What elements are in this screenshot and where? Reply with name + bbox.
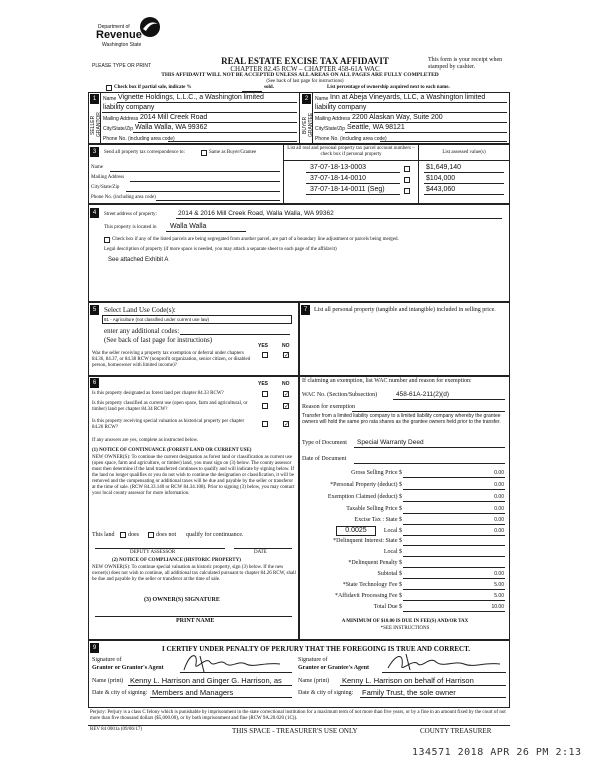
parcel-number: 37-07-18-14-0011 (Seg) — [310, 186, 385, 193]
section-7-badge: 7 — [301, 305, 310, 315]
buyer-phone-label: Phone No. (including area code) — [315, 136, 387, 142]
land-use-label: Select Land Use Code(s): — [104, 306, 176, 314]
grantee-sig-label: Grantee or Grantee's Agent — [298, 665, 370, 671]
doc-type: Special Warranty Deed — [357, 439, 424, 446]
street-address: 2014 & 2016 Mill Creek Road, Walla Walla, WA 99362 — [178, 210, 334, 217]
located-county: Walla Walla — [170, 223, 207, 230]
calc-label: Gross Selling Price $ — [351, 470, 402, 476]
street-label: Street address of property: — [104, 212, 157, 217]
seller-addr-label: Mailing Address — [103, 116, 139, 122]
calc-value: 0.00 — [494, 571, 504, 577]
form-revision: REV 84 0001a (09/06/17) — [90, 727, 142, 732]
parcel-value: $443,060 — [426, 186, 456, 193]
calc-label: Exemption Claimed (deduct) $ — [327, 494, 402, 500]
seller-phone-label: Phone No. (including area code) — [103, 136, 175, 142]
does-label: does — [128, 532, 139, 538]
exemption-claim-label: If claiming an exemption, list WAC number and reason for exemption: — [302, 378, 472, 384]
land-use-see-back: (See back of last page for instructions) — [104, 336, 213, 344]
grantor-date-city: Members and Managers — [152, 688, 234, 697]
forest-yes-checkbox[interactable] — [262, 391, 268, 397]
this-land-label: This land — [92, 532, 115, 538]
segregated-text: Check box if any of the listed parcels are being segregated from another parcel, are part of a boundary line adjustment or parcels being merged. — [112, 237, 399, 242]
buyer-addr: 2200 Alaskan Way, Suite 200 — [352, 114, 443, 121]
grantor-name-label: Name (print) — [92, 678, 124, 684]
calc-value: 0.00 — [494, 517, 504, 523]
corr-name-label: Name — [91, 165, 103, 170]
section-9-badge: 9 — [90, 643, 99, 653]
form-chapter: CHAPTER 82.45 RCW – CHAPTER 458-61A WAC — [230, 65, 380, 73]
local-value: 0.00 — [494, 528, 504, 534]
legal-description: See attached Exhibit A — [108, 257, 169, 263]
dor-line2: Revenue — [96, 29, 142, 41]
wac-number: 458-61A-211(2)(d) — [396, 391, 449, 398]
partial-sale-label: Check box if partial sale, indicate % — [114, 85, 192, 90]
notice1-text: NEW OWNER(S): To continue the current designation as forest land or classification as current use (open space, farm and agriculture, or timber) land, you must sign on (3) below. The county assessor must then determine if the land transferred continues to qualify and will indicate by signing below. If the land no longer qualifies or you do not wish to continue the designation or classification, it will be removed and the compensating or additional taxes will be due and payable by the seller or transferor at the time of sale. (RCW 84.33.140 or RCW 84.34.108). Prior to signing (3) below, you may contact your local county assessor for more information. — [92, 455, 295, 496]
grantor-date-label: Date & city of signing: — [92, 690, 148, 696]
parcel-number: 37-07-18-14-0010 — [310, 175, 367, 182]
send-correspondence-label: Send all property tax correspondence to: — [104, 150, 185, 155]
buyer-name-line2: liability company — [315, 104, 367, 111]
buyer-city: Seattle, WA 98121 — [347, 124, 405, 131]
parcel-value: $104,000 — [426, 175, 456, 182]
form-warning: THIS AFFIDAVIT WILL NOT BE ACCEPTED UNLESS ALL AREAS ON ALL PAGES ARE FULLY COMPLETED — [161, 72, 439, 78]
section-3-badge: 3 — [90, 147, 99, 157]
exempt-no-checkbox[interactable]: ✓ — [284, 352, 290, 359]
treasurer-only: THIS SPACE - TREASURER'S USE ONLY — [232, 727, 358, 735]
reason-text: Transfer from a limited liability company to a limited liability company whereby the grantee owners will hold the same pro rata shares as the grantee owners held prior to the transfer. — [302, 413, 501, 425]
receipt-stamp: 134571 2018 APR 26 PM 2:13 — [412, 747, 582, 758]
calc-value: 10.00 — [491, 604, 504, 610]
buyer-side-label: BUYER GRANTEE — [302, 112, 314, 138]
s5-no: NO — [282, 343, 290, 349]
calc-label: Subtotal $ — [377, 571, 402, 577]
deputy-date-label: DATE — [254, 550, 267, 555]
does-not-label: does not — [156, 532, 177, 538]
located-label: This property is located in — [104, 225, 157, 230]
assessed-header: List assessed value(s) — [442, 150, 486, 155]
doc-date-label: Date of Document — [302, 456, 347, 462]
historic-question: Is this property receiving special valuation as historical property per chapter 84.26 RCW? — [92, 419, 245, 430]
same-as-buyer-label: Same as Buyer/Grantee — [209, 150, 257, 155]
calc-label: Excise Tax : State $ — [354, 517, 402, 523]
grantor-sig-label: Grantor or Grantor's Agent — [92, 665, 164, 671]
local-rate: 0.0025 — [345, 527, 367, 534]
notice1-title: (1) NOTICE OF CONTINUANCE (FOREST LAND OR CURRENT USE) — [92, 448, 252, 453]
calc-label: *Delinquent Interest: State $ — [333, 538, 402, 544]
personal-property-checkbox[interactable] — [404, 177, 410, 183]
calc-value: 0.00 — [494, 506, 504, 512]
seller-name-line1: Vignette Holdings, L.L.C., a Washington limited — [118, 94, 264, 101]
personal-property-label: List all personal property (tangible and intangible) included in selling price. — [314, 307, 496, 313]
calc-label: Taxable Selling Price $ — [346, 506, 402, 512]
calc-label: *Affidavit Processing Fee $ — [334, 593, 402, 599]
minimum-due: A MINIMUM OF $10.00 IS DUE IN FEE(S) AND/OR TAX — [341, 619, 469, 624]
calc-label: *Delinquent Penalty $ — [348, 560, 402, 566]
corr-city-label: City/State/Zip — [91, 185, 120, 190]
calc-value: 5.00 — [494, 593, 504, 599]
forest-question: Is this property designated as forest land per chapter 84.33 RCW? — [92, 391, 224, 396]
seller-name-label: Name — [103, 96, 117, 102]
buyer-name-line1: Inn at Abeja Vineyards, LLC, a Washington limited — [330, 94, 486, 101]
calc-value: 5.00 — [494, 582, 504, 588]
parcel-number: 37-07-18-13-0003 — [310, 164, 367, 171]
current-use-yes-checkbox[interactable] — [262, 403, 268, 409]
land-does-not-checkbox[interactable] — [148, 532, 154, 538]
s6-yes: YES — [258, 381, 269, 387]
historic-no-checkbox[interactable]: ✓ — [284, 421, 290, 428]
please-type: PLEASE TYPE OR PRINT — [92, 63, 152, 69]
calc-label: Local $ — [383, 549, 402, 555]
legal-desc-label: Legal description of property (if more space is needed, you may attach a separate sheet to each page of the affidavit) — [104, 247, 337, 252]
calc-value: 0.00 — [494, 494, 504, 500]
dor-line1: Department of — [98, 24, 130, 30]
print-name-label: PRINT NAME — [176, 618, 215, 624]
form-see-back: (See back of last page for instructions) — [266, 79, 344, 84]
s6-no: NO — [282, 381, 290, 387]
seller-side-label: SELLER GRANTOR — [90, 112, 102, 138]
parcel-value: $1,649,140 — [426, 164, 462, 171]
current-use-no-checkbox[interactable]: ✓ — [284, 403, 290, 410]
personal-property-checkbox[interactable] — [404, 166, 410, 172]
dor-line3: Washington State — [102, 42, 142, 48]
sig-label-a: Signature of — [92, 657, 122, 663]
calc-value: 0.00 — [494, 470, 504, 476]
ownership-note: List percentage of ownership acquired next to each name. — [327, 85, 450, 90]
calc-label: *State Technology Fee $ — [342, 582, 402, 588]
form-title: REAL ESTATE EXCISE TAX AFFIDAVIT — [221, 56, 389, 66]
perjury-notice: Perjury: Perjury is a class C felony which is punishable by imprisonment in the state correctional institution for a maximum term of not more than five years, or by a fine in an amount fixed by the court of not more than five thousand dollars ($5,000.00), or by both imprisonment and fine (RCW 9A.20.020 (1C)). — [90, 710, 506, 721]
corr-addr-label: Mailing Address — [91, 175, 125, 180]
seller-city: Walla Walla, WA 99362 — [135, 124, 208, 131]
calc-label: *Personal Property (deduct) $ — [330, 482, 402, 488]
partial-sale-checkbox[interactable] — [106, 85, 112, 91]
section-1-badge: 1 — [90, 94, 99, 104]
exemption-question: Was the seller receiving a property tax exemption or deferral under chapters 84.36, 84.37, or 84.38 RCW (nonprofit organization, senior citizen, or disabled person, homeowner with limited income)? — [92, 351, 251, 368]
section-5-badge: 5 — [90, 305, 99, 315]
seller-city-label: City/State/Zip — [103, 126, 134, 132]
exempt-yes-checkbox[interactable] — [262, 352, 268, 358]
reason-label: Reason for exemption — [302, 404, 355, 410]
wac-label: WAC No. (Section/Subsection) — [302, 392, 378, 398]
grantor-signature-icon — [180, 650, 290, 674]
sig-label-a2: Signature of — [298, 657, 328, 663]
see-instructions: *SEE INSTRUCTIONS — [380, 626, 430, 631]
forest-no-checkbox[interactable]: ✓ — [284, 391, 290, 398]
deputy-assessor-label: DEPUTY ASSESSOR — [130, 550, 176, 555]
grantee-date-label: Date & city of signing: — [298, 690, 354, 696]
grantee-signature-icon — [384, 650, 504, 674]
grantee-date-city: Family Trust, the sole owner — [362, 688, 456, 697]
buyer-name-label: Name — [315, 96, 329, 102]
grantee-name-label: Name (print) — [298, 678, 330, 684]
doc-type-label: Type of Document — [302, 440, 347, 446]
qualify-label: qualify for continuance. — [186, 532, 244, 538]
parcel-header: List all real and personal property tax parcel account numbers – check box if personal property — [287, 146, 415, 157]
seller-name-line2: liability company — [103, 104, 155, 111]
additional-codes-label: enter any additional codes: — [104, 327, 180, 335]
land-use-value: 81 - Agriculture (not classified under current use law) — [104, 317, 210, 322]
current-use-question: Is this property classified as current use (open space, farm and agricultural, or timber) land per chapter 84.34 RCW? — [92, 401, 248, 412]
section-6-badge: 6 — [90, 378, 99, 388]
grantee-name: Kenny L. Harrison on behalf of Harrison — [342, 676, 474, 685]
notice2-text: NEW OWNER(S): To continue special valuation as historic property, sign (3) below. If the new owner(s) does not wish to continue, all additional tax calculated pursuant to chapter 84.26 RCW, shall be due and payable by the seller or transferor at the time of sale. — [92, 565, 296, 582]
certify-statement: I CERTIFY UNDER PENALTY OF PERJURY THAT THE FOREGOING IS TRUE AND CORRECT. — [162, 645, 471, 653]
same-as-buyer-checkbox[interactable] — [201, 150, 207, 156]
corr-phone-label: Phone No. (including area code) — [91, 195, 156, 200]
land-does-checkbox[interactable] — [120, 532, 126, 538]
calc-value: 0.00 — [494, 482, 504, 488]
notice2-title: (2) NOTICE OF COMPLIANCE (HISTORIC PROPERTY) — [112, 558, 241, 563]
s5-yes: YES — [258, 343, 269, 349]
section-4-badge: 4 — [90, 208, 99, 218]
local-label: Local $ — [383, 528, 402, 534]
segregated-checkbox[interactable] — [104, 237, 110, 243]
dor-logo — [96, 16, 166, 56]
calc-label: Total Due $ — [373, 604, 402, 610]
historic-yes-checkbox[interactable] — [262, 421, 268, 427]
sold-label: sold. — [264, 85, 274, 90]
receipt-note: This form is your receipt when stamped by cashier. — [428, 57, 503, 70]
section-2-badge: 2 — [302, 94, 311, 104]
buyer-city-label: City/State/Zip — [315, 126, 346, 132]
seller-addr: 2014 Mill Creek Road — [140, 114, 208, 121]
section-divider — [299, 92, 300, 144]
county-treasurer: COUNTY TREASURER — [420, 727, 492, 735]
buyer-addr-label: Mailing Address — [315, 116, 351, 122]
grantor-name: Kenny L. Harrison and Ginger G. Harrison, as — [130, 676, 282, 685]
if-any-yes: If any answers are yes, complete as instructed below. — [92, 438, 199, 443]
owner-signature-label: (3) OWNER(S) SIGNATURE — [144, 597, 220, 603]
personal-property-checkbox[interactable] — [404, 188, 410, 194]
